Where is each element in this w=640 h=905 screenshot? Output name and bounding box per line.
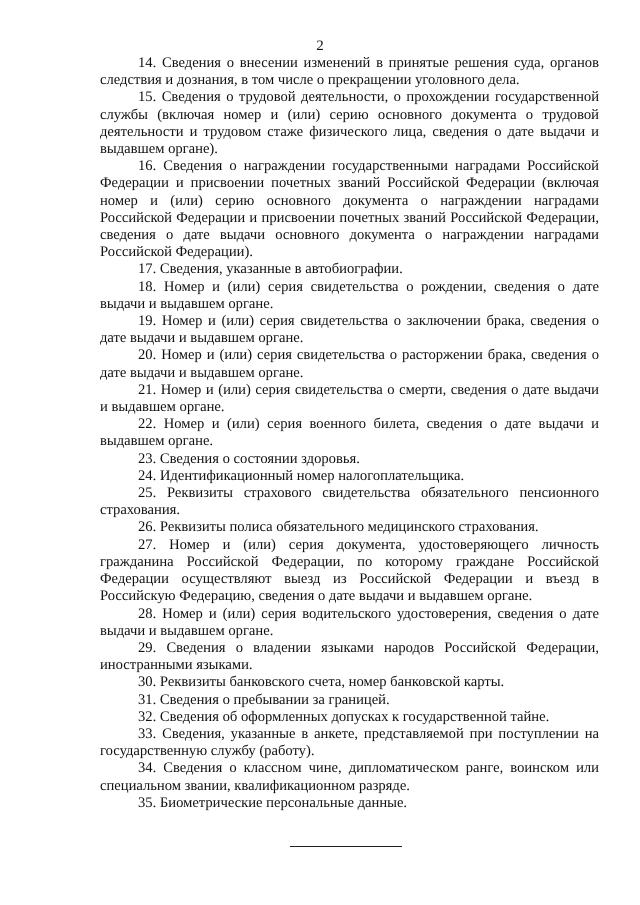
list-item: 26. Реквизиты полиса обязательного медицинского страхования. <box>138 519 539 536</box>
list-item: 20. Номер и (или) серия свидетельства о расторжении брака, сведения о дате выдачи и выдавшем органе. <box>100 347 599 381</box>
list-item: 14. Сведения о внесении изменений в принятые решения суда, органов следствия и дознания, в том числе о прекращении уголовного дела. <box>100 55 599 89</box>
list-item: 35. Биометрические персональные данные. <box>138 794 408 811</box>
list-item: 30. Реквизиты банковского счета, номер банковской карты. <box>138 674 505 691</box>
closing-rule <box>290 846 402 847</box>
list-item: 29. Сведения о владении языками народов Российской Федерации, иностранными языками. <box>100 639 599 674</box>
list-item: 25. Реквизиты страхового свидетельства обязательного пенсионного страхования. <box>100 485 599 519</box>
list-item: 34. Сведения о классном чине, дипломатическом ранге, воинском или специальном звании, квалификационном разряде. <box>100 760 599 794</box>
list-item: 15. Сведения о трудовой деятельности, о прохождении государственной службы (включая номер и (или) серию основного документа о трудовой деятельности и трудовом стаже физического лица, сведения о дате выдачи и выдавшем органе). <box>100 89 599 158</box>
page-number: 2 <box>316 38 324 54</box>
list-item: 21. Номер и (или) серия свидетельства о смерти, сведения о дате выдачи и выдавшем органе. <box>100 381 599 416</box>
list-item: 27. Номер и (или) серия документа, удостоверяющего личность гражданина Российской Федерации, по которому граждане Российской Федерации осуществляют выезд из Российской Федерации и въезд в Российскую Федерацию, сведения о дате выдачи и выдавшем органе. <box>100 536 599 605</box>
list-item: 31. Сведения о пребывании за границей. <box>138 691 390 708</box>
list-item: 16. Сведения о награждении государственными наградами Российской Федерации и присвоении почетных званий Российской Федерации (включая номер и (или) серию основного документа о награждении наградами Российской Федерации и присвоении почетных званий Российской Федерации, сведения о дате выдачи основного документа о награждении наградами Российской Федерации). <box>100 158 599 261</box>
list-item: 19. Номер и (или) серия свидетельства о заключении брака, сведения о дате выдачи и выдавшем органе. <box>100 313 599 347</box>
list-item: 28. Номер и (или) серия водительского удостоверения, сведения о дате выдачи и выдавшем органе. <box>100 605 599 639</box>
list-item: 23. Сведения о состоянии здоровья. <box>138 450 360 467</box>
list-item: 33. Сведения, указанные в анкете, представляемой при поступлении на государственную службу (работу). <box>100 725 599 760</box>
list-item: 18. Номер и (или) серия свидетельства о рождении, сведения о дате выдачи и выдавшем органе. <box>100 278 599 312</box>
document-body <box>100 55 599 812</box>
list-item: 24. Идентификационный номер налогоплательщика. <box>138 467 465 484</box>
list-item: 22. Номер и (или) серия военного билета, сведения о дате выдачи и выдавшем органе. <box>100 416 599 450</box>
list-item: 17. Сведения, указанные в автобиографии. <box>138 261 403 278</box>
list-item: 32. Сведения об оформленных допусках к государственной тайне. <box>138 708 550 725</box>
